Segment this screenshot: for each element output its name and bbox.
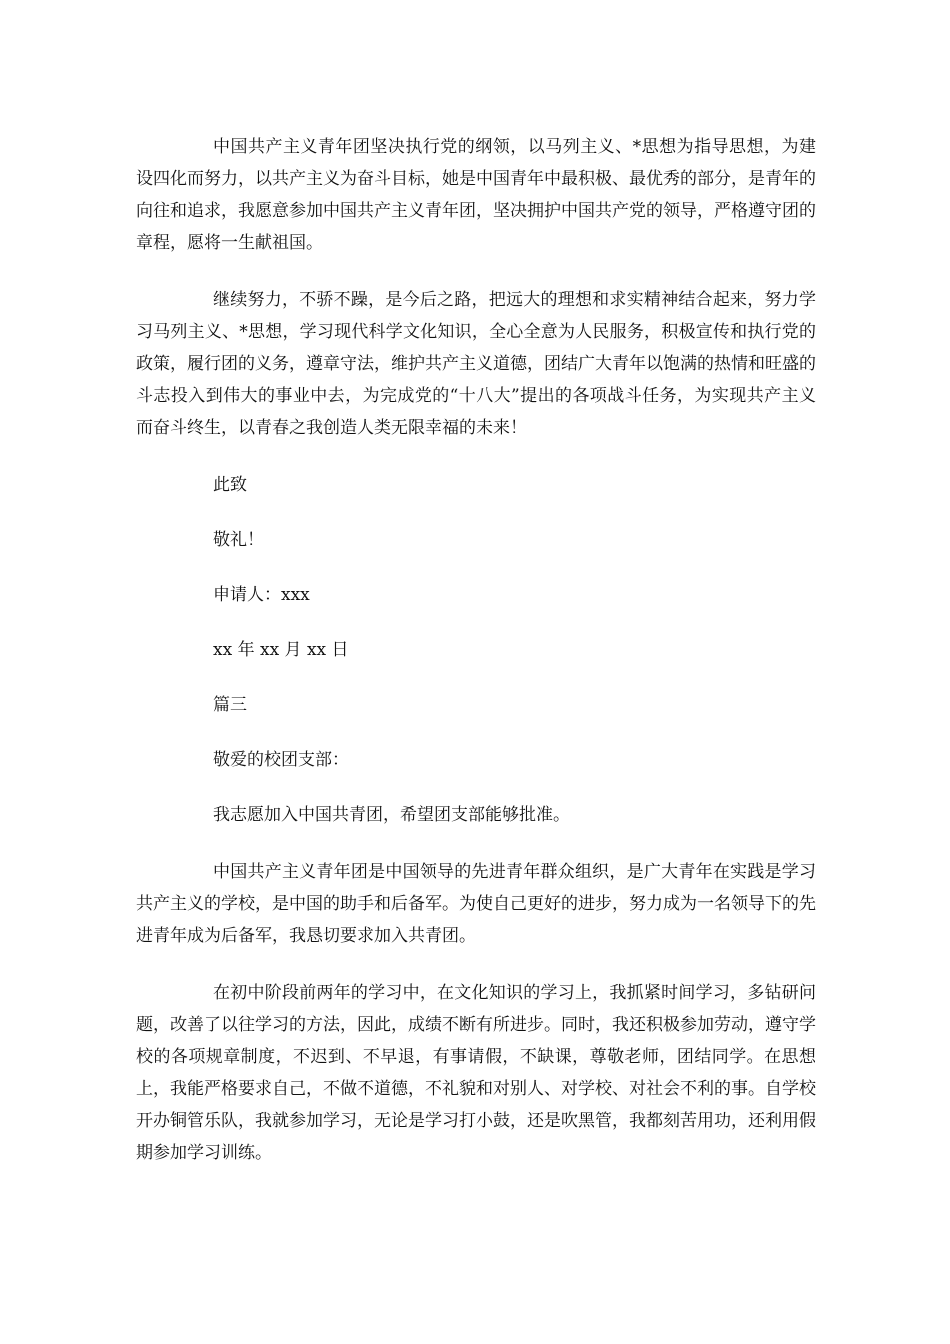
closing-cizhi: 此致 — [213, 475, 247, 495]
paragraph-volunteer: 我志愿加入中国共青团，希望团支部能够批准。 — [213, 805, 570, 825]
applicant-name: 申请人：xxx — [213, 585, 310, 605]
paragraph-party-program: 中国共产主义青年团坚决执行党的纲领，以马列主义、*思想为指导思想，为建设四化而努力，以共产主义为奋斗目标，她是中国青年中最积极、最优秀的部分，是青年的向往和追求，我愿意参加中国共产主义青年团，坚决拥护中国共产党的领导，严格遵守团的章程，愿将一生献祖国。 — [136, 137, 816, 253]
paragraph-study-record: 在初中阶段前两年的学习中，在文化知识的学习上，我抓紧时间学习，多钻研问题，改善了以往学习的方法，因此，成绩不断有所进步。同时，我还积极参加劳动，遵守学校的各项规章制度，不迟到、不早退，有事请假，不缺课，尊敬老师，团结同学。在思想上，我能严格要求自己，不做不道德，不礼貌和对别人、对学校、对社会不利的事。自学校开办铜管乐队，我就参加学习，无论是学习打小鼓，还是吹黑管，我都刻苦用功，还利用假期参加学习训练。 — [136, 983, 816, 1163]
document-body — [136, 131, 816, 1194]
closing-jingli: 敬礼！ — [213, 530, 264, 550]
paragraph-continue-efforts: 继续努力，不骄不躁，是今后之路，把远大的理想和求实精神结合起来，努力学习马列主义、*思想，学习现代科学文化知识，全心全意为人民服务，积极宣传和执行党的政策，履行团的义务，遵章守法，维护共产主义道德，团结广大青年以饱满的热情和旺盛的斗志投入到伟大的事业中去，为完成党的“十八大”提出的各项战斗任务，为实现共产主义而奋斗终生，以青春之我创造人类无限幸福的未来！ — [136, 290, 816, 438]
section-heading: 篇三 — [213, 695, 247, 715]
paragraph-league-intro: 中国共产主义青年团是中国领导的先进青年群众组织，是广大青年在实践是学习共产主义的学校，是中国的助手和后备军。为使自己更好的进步，努力成为一名领导下的先进青年成为后备军，我恳切要求加入共青团。 — [136, 862, 816, 946]
salutation: 敬爱的校团支部： — [213, 750, 349, 770]
application-date: xx 年 xx 月 xx 日 — [213, 640, 349, 660]
